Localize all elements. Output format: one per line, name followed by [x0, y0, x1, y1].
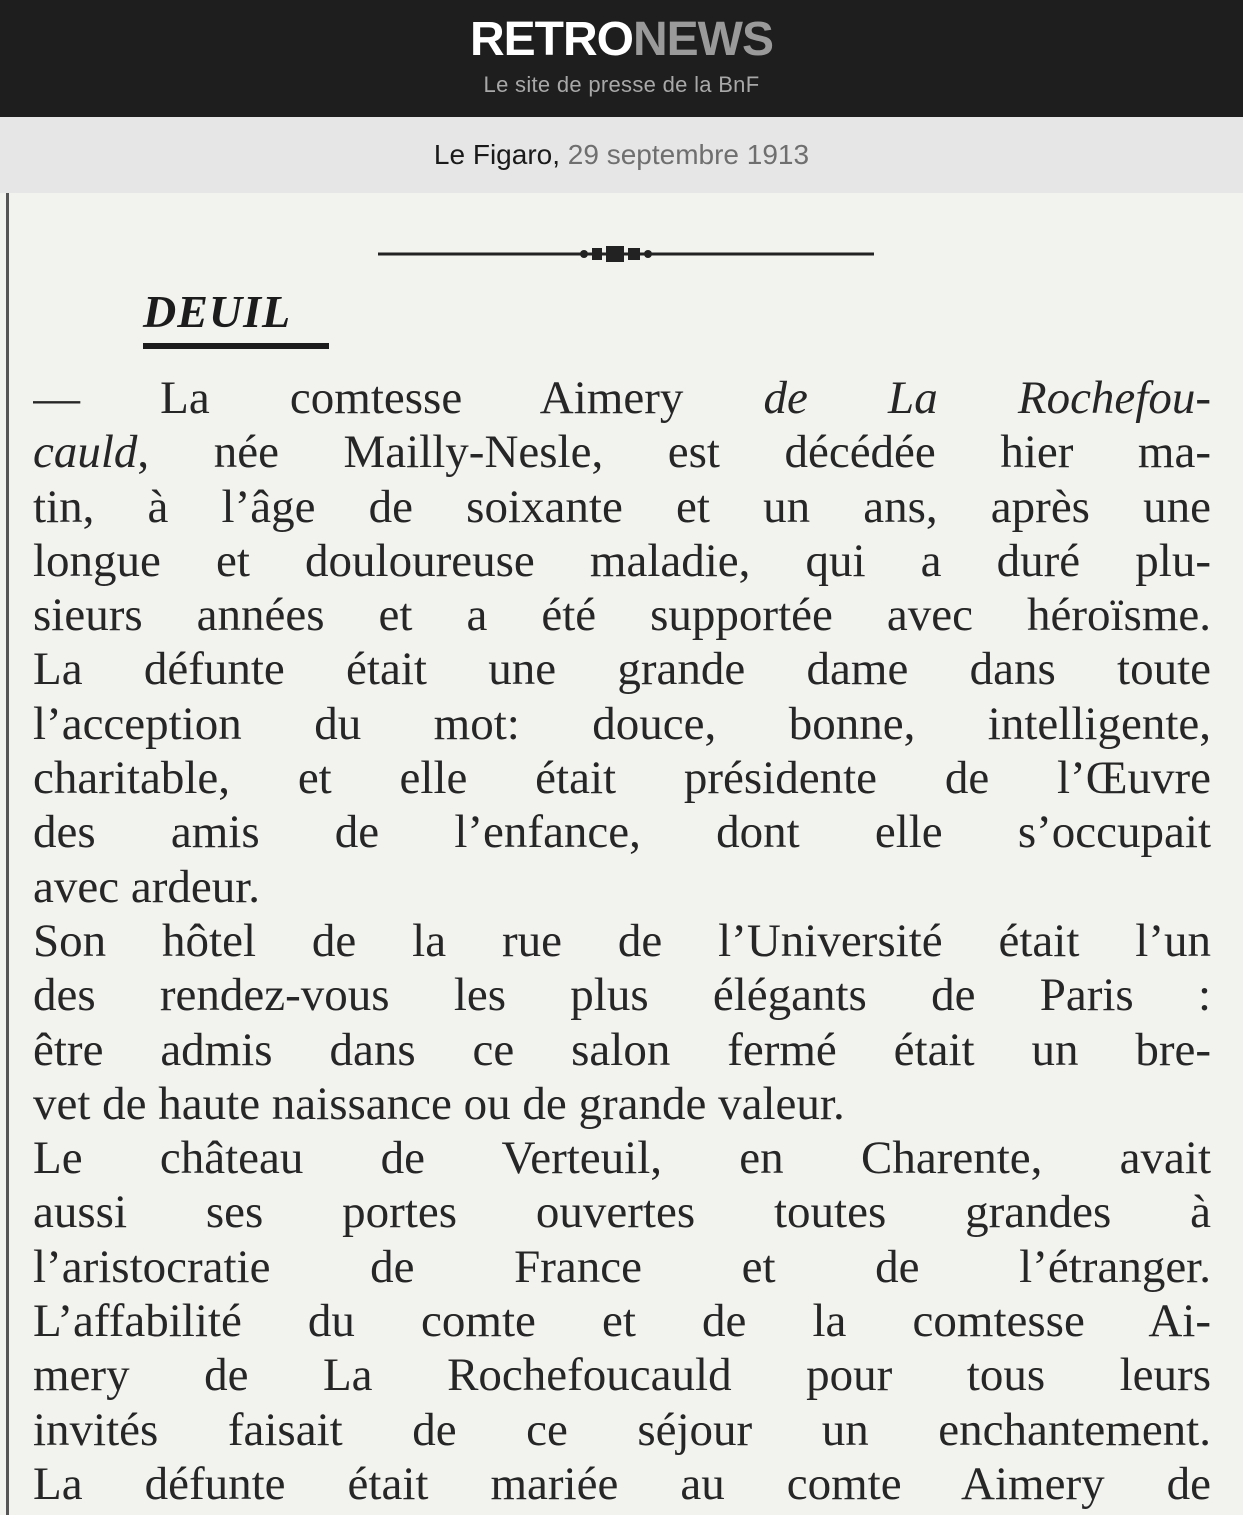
article-line — [33, 1023, 1211, 1077]
article-line — [33, 914, 1211, 968]
article-line — [33, 1348, 1211, 1402]
site-header — [0, 0, 1243, 117]
article-line — [33, 1294, 1211, 1348]
article-line — [33, 1457, 1211, 1511]
article-text: avec ardeur. — [33, 860, 261, 913]
article-line — [33, 751, 1211, 805]
article-text: mery de La Rochefoucauld pour tous leurs — [33, 1349, 1211, 1402]
article-line — [33, 805, 1211, 859]
article-line — [33, 1403, 1211, 1457]
publication-name[interactable]: Le Figaro, — [433, 139, 560, 170]
article-text: — La comtesse Aimery — [33, 372, 764, 424]
source-bar — [0, 117, 1243, 193]
article-text: Son hôtel de la rue de l’Université était l’un — [33, 914, 1211, 967]
article-text: sieurs années et a été supportée avec héroïsme. — [33, 589, 1211, 642]
article-line — [33, 1185, 1211, 1239]
article-text: vet de haute naissance ou de grande valeur. — [33, 1077, 845, 1130]
article-text: La défunte était mariée au comte Aimery de — [33, 1457, 1211, 1510]
publication-date: 29 septembre 1913 — [567, 139, 810, 170]
article-line — [33, 860, 1211, 914]
article-text-italic: cauld — [33, 426, 138, 479]
site-tagline: Le site de presse de la BnF — [483, 72, 760, 97]
article-text: l’acception du mot: douce, bonne, intelligente, — [33, 697, 1211, 750]
article-text: être admis dans ce salon fermé était un bre- — [33, 1023, 1211, 1076]
newspaper-clipping — [0, 193, 1243, 1515]
article-text: charitable, et elle était présidente de l’Œuvre — [33, 752, 1211, 805]
article-text: invités faisait de ce séjour un enchantement. — [33, 1403, 1211, 1456]
article-line — [33, 1077, 1211, 1131]
retronews-logo[interactable]: RETRONEWS — [470, 13, 773, 66]
article-line — [33, 642, 1211, 696]
article-text: longue et douloureuse maladie, qui a duré plu- — [33, 534, 1211, 587]
article-text: des rendez-vous les plus élégants de Paris : — [33, 969, 1211, 1022]
article-text: des amis de l’enfance, dont elle s’occupait — [33, 806, 1211, 859]
article-line — [33, 1240, 1211, 1294]
divider-ornament — [378, 245, 874, 263]
article-text-italic: de La Rochefou- — [763, 372, 1211, 424]
article-line — [33, 588, 1211, 642]
article-line — [33, 697, 1211, 751]
article-text: aussi ses portes ouvertes toutes grandes à — [33, 1186, 1211, 1239]
article-line — [33, 425, 1211, 479]
article-text: Le château de Verteuil, en Charente, avait — [33, 1132, 1211, 1185]
article-line — [33, 1131, 1211, 1185]
article-line — [33, 371, 1211, 425]
article-text: l’aristocratie de France et de l’étranger. — [33, 1240, 1211, 1293]
heading-underline — [143, 343, 329, 349]
column-rule — [6, 193, 9, 1515]
article-text: tin, à l’âge de soixante et un ans, après une — [33, 480, 1211, 533]
article-line — [33, 968, 1211, 1022]
article-line — [33, 534, 1211, 588]
article-text: La défunte était une grande dame dans toute — [33, 643, 1211, 696]
section-heading: DEUIL — [143, 286, 292, 337]
article-line — [33, 480, 1211, 534]
article-body — [33, 371, 1211, 1511]
article-text: L’affabilité du comte et de la comtesse Ai- — [33, 1295, 1211, 1348]
article-text: , née Mailly-Nesle, est décédée hier ma- — [137, 426, 1211, 479]
